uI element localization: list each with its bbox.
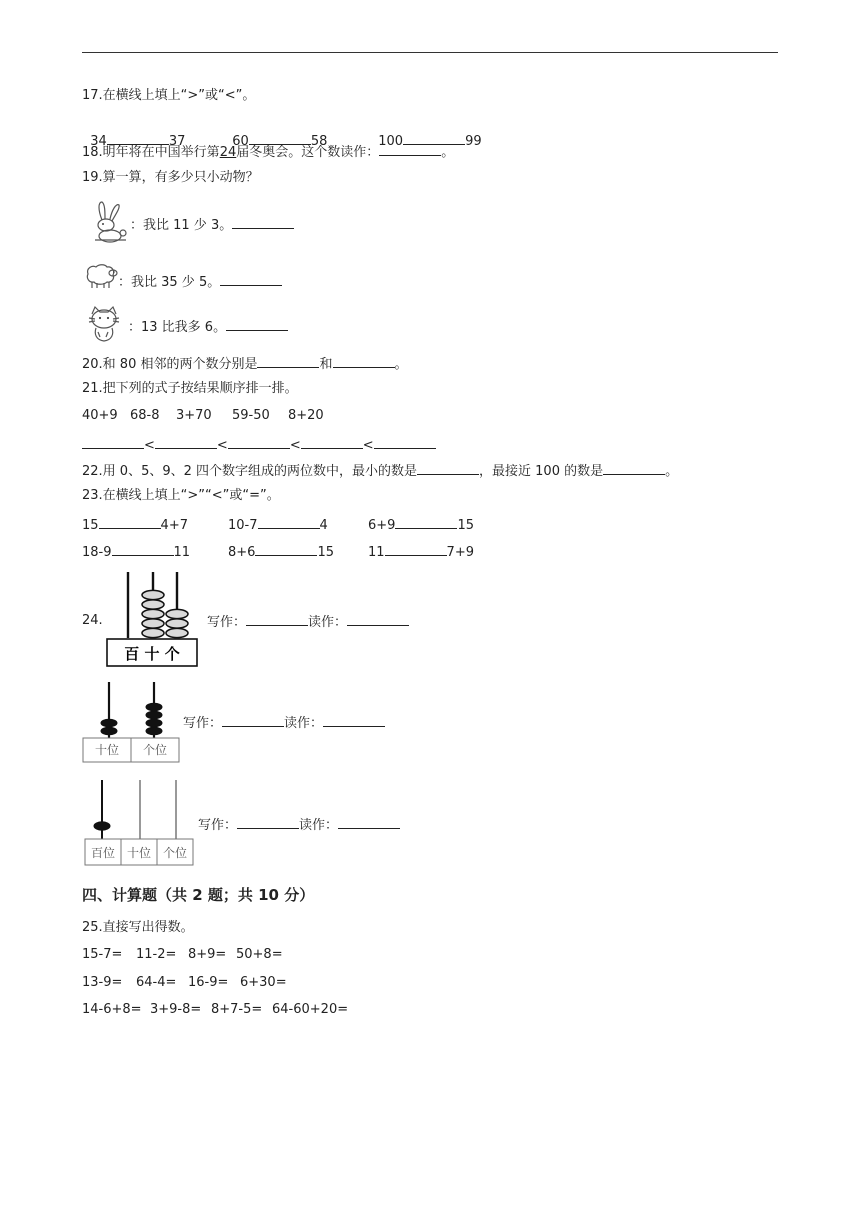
q23-row1: 15 4+7 10-7 4 6+9 15 — [82, 518, 474, 533]
abacus-bead — [94, 822, 110, 830]
answer-blank[interactable] — [338, 816, 400, 829]
answer-blank[interactable] — [220, 273, 282, 286]
abacus-hundreds-tens-ones-2 — [84, 776, 196, 870]
q24-number: 24. — [82, 613, 103, 628]
q20-line: 20.和 80 相邻的两个数分别是 和 。 — [82, 357, 408, 372]
q21-exprs: 40+9 68-8 3+70 59-50 8+20 — [82, 408, 324, 423]
answer-blank[interactable] — [395, 516, 457, 529]
q22-line: 22.用 0、5、9、2 四个数字组成的两位数中，最小的数是 ，最接近 100 的数是 。 — [82, 464, 679, 479]
answer-blank[interactable] — [374, 436, 436, 449]
q17-items: 34 37 60 58 100 99 — [90, 134, 482, 149]
abacus-bead — [142, 628, 164, 637]
q19-rabbit: ：我比 11 少 3。 — [130, 216, 294, 234]
answer-blank[interactable] — [255, 543, 317, 556]
underlined-number: 24 — [219, 145, 237, 160]
label-tens: 十位 — [94, 743, 120, 757]
abacus-bead — [146, 703, 162, 711]
abacus-bead — [146, 711, 162, 719]
abacus-bead — [142, 609, 164, 618]
header-rule — [82, 52, 778, 53]
answer-blank[interactable] — [228, 436, 290, 449]
q21-order-blanks: < < < < — [82, 436, 436, 454]
q19-sheep: ：我比 35 少 5。 — [118, 273, 282, 291]
answer-blank[interactable] — [257, 355, 319, 368]
answer-blank[interactable] — [237, 816, 299, 829]
answer-blank[interactable] — [333, 355, 395, 368]
q23-prompt: 23.在横线上填上“>”“<”或“=”。 — [82, 488, 280, 503]
abacus-bead — [166, 628, 188, 637]
q25-prompt: 25.直接写出得数。 — [82, 920, 194, 935]
q25-row3: 14-6+8= 3+9-8= 8+7-5= 64-60+20= — [82, 1002, 349, 1017]
abacus-bead — [101, 727, 117, 735]
section-heading: 四、计算题（共 2 题；共 10 分） — [82, 886, 315, 904]
abacus-hundreds-tens-ones — [104, 570, 200, 670]
answer-blank[interactable] — [99, 516, 161, 529]
q23-row2: 18-9 11 8+6 15 11 7+9 — [82, 545, 474, 560]
answer-blank[interactable] — [226, 318, 288, 331]
answer-blank[interactable] — [417, 462, 479, 475]
abacus-place-labels: 百 十 个 — [124, 645, 180, 663]
answer-blank[interactable] — [82, 436, 144, 449]
answer-blank[interactable] — [347, 613, 409, 626]
answer-blank[interactable] — [258, 516, 320, 529]
answer-blank[interactable] — [232, 216, 294, 229]
rabbit-icon — [86, 200, 130, 244]
q25-row2: 13-9= 64-4= 16-9= 6+30= — [82, 975, 287, 990]
answer-blank[interactable] — [112, 543, 174, 556]
abacus-bead — [166, 619, 188, 628]
abacus-bead — [142, 590, 164, 599]
answer-blank[interactable] — [301, 436, 363, 449]
answer-blank[interactable] — [222, 714, 284, 727]
answer-blank[interactable] — [603, 462, 665, 475]
q24-row3-answer: 写作： 读作： — [198, 816, 400, 834]
cat-icon — [84, 304, 124, 344]
q19-cat: ：13 比我多 6。 — [128, 318, 288, 336]
label-tens: 十位 — [126, 846, 152, 860]
answer-blank[interactable] — [379, 143, 441, 156]
abacus-bead — [146, 727, 162, 735]
answer-blank[interactable] — [323, 714, 385, 727]
q18-line: 18.明年将在中国举行第24届冬奥会。这个数读作： 。 — [82, 145, 455, 160]
q25-row1: 15-7= 11-2= 8+9= 50+8= — [82, 947, 283, 962]
label-ones: 个位 — [142, 743, 168, 757]
q19-prompt: 19.算一算，有多少只小动物？ — [82, 170, 259, 185]
answer-blank[interactable] — [155, 436, 217, 449]
abacus-bead — [146, 719, 162, 727]
label-ones: 个位 — [162, 846, 188, 860]
answer-blank[interactable] — [385, 543, 447, 556]
abacus-bead — [101, 719, 117, 727]
q17-prompt: 17.在横线上填上“>”或“<”。 — [82, 88, 256, 103]
abacus-tens-ones — [82, 678, 182, 766]
sheep-icon — [82, 262, 118, 290]
label-hundreds: 百位 — [90, 846, 116, 860]
answer-blank[interactable] — [246, 613, 308, 626]
abacus-bead — [142, 619, 164, 628]
abacus-bead — [166, 609, 188, 618]
q24-row2-answer: 写作： 读作： — [183, 714, 385, 732]
q21-prompt: 21.把下列的式子按结果顺序排一排。 — [82, 381, 298, 396]
abacus-bead — [142, 600, 164, 609]
q24-row1-answer: 写作： 读作： — [207, 613, 409, 631]
